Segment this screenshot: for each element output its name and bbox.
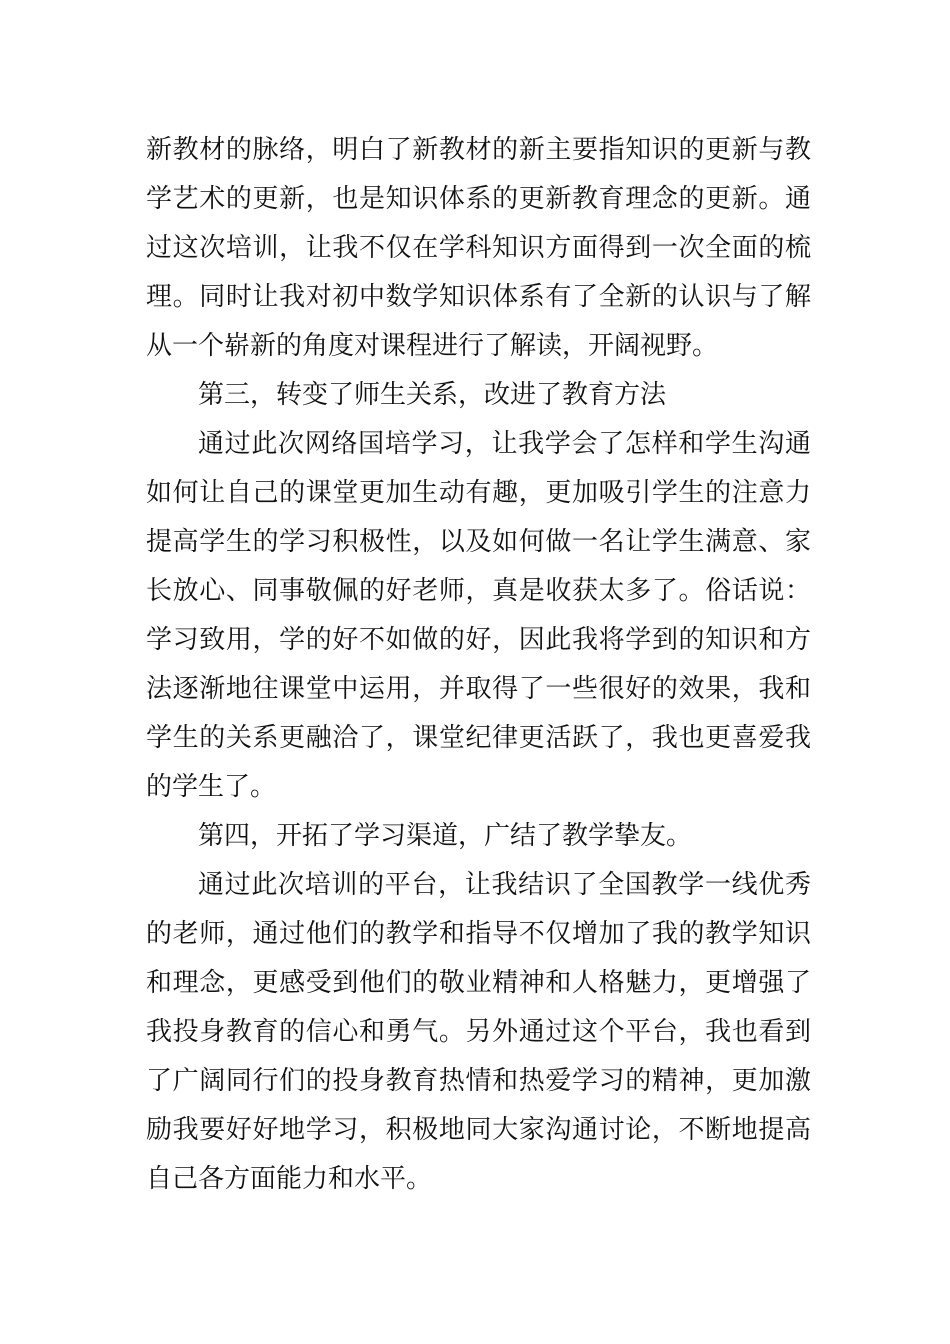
text-line: 从一个崭新的角度对课程进行了解读，开阔视野。 — [146, 331, 719, 361]
text-line: 和理念，更感受到他们的敬业精神和人格魅力，更增强了 — [146, 968, 811, 998]
text-line: 学习致用，学的好不如做的好，因此我将学到的知识和方 — [146, 625, 811, 655]
text-line: 的学生了。 — [146, 772, 277, 802]
text-line: 我投身教育的信心和勇气。另外通过这个平台，我也看到 — [146, 1017, 811, 1047]
text-line: 通过此次培训的平台，让我结识了全国教学一线优秀 — [198, 870, 811, 900]
section-heading-third: 第三，转变了师生关系，改进了教育方法 — [198, 380, 667, 410]
section-heading-fourth: 第四，开拓了学习渠道，广结了教学挚友。 — [198, 821, 693, 851]
body-text — [146, 126, 811, 1204]
text-line: 通过此次网络国培学习，让我学会了怎样和学生沟通 — [198, 429, 811, 459]
text-line: 长放心、同事敬佩的好老师，真是收获太多了。俗话说： — [146, 576, 811, 606]
text-line: 如何让自己的课堂更加生动有趣，更加吸引学生的注意力 — [146, 478, 811, 508]
text-line: 理。同时让我对初中数学知识体系有了全新的认识与了解 — [146, 282, 811, 312]
text-line: 了广阔同行们的投身教育热情和热爱学习的精神，更加激 — [146, 1066, 811, 1096]
text-line: 励我要好好地学习，积极地同大家沟通讨论，不断地提高 — [146, 1115, 811, 1145]
text-line: 学生的关系更融洽了，课堂纪律更活跃了，我也更喜爱我 — [146, 723, 811, 753]
text-line: 自己各方面能力和水平。 — [146, 1164, 433, 1194]
text-line: 的老师，通过他们的教学和指导不仅增加了我的教学知识 — [146, 919, 811, 949]
text-line: 学艺术的更新，也是知识体系的更新教育理念的更新。通 — [146, 184, 811, 214]
text-line: 新教材的脉络，明白了新教材的新主要指知识的更新与教 — [146, 135, 811, 165]
text-line: 提高学生的学习积极性，以及如何做一名让学生满意、家 — [146, 527, 811, 557]
text-line: 法逐渐地往课堂中运用，并取得了一些很好的效果，我和 — [146, 674, 811, 704]
text-line: 过这次培训，让我不仅在学科知识方面得到一次全面的梳 — [146, 233, 811, 263]
